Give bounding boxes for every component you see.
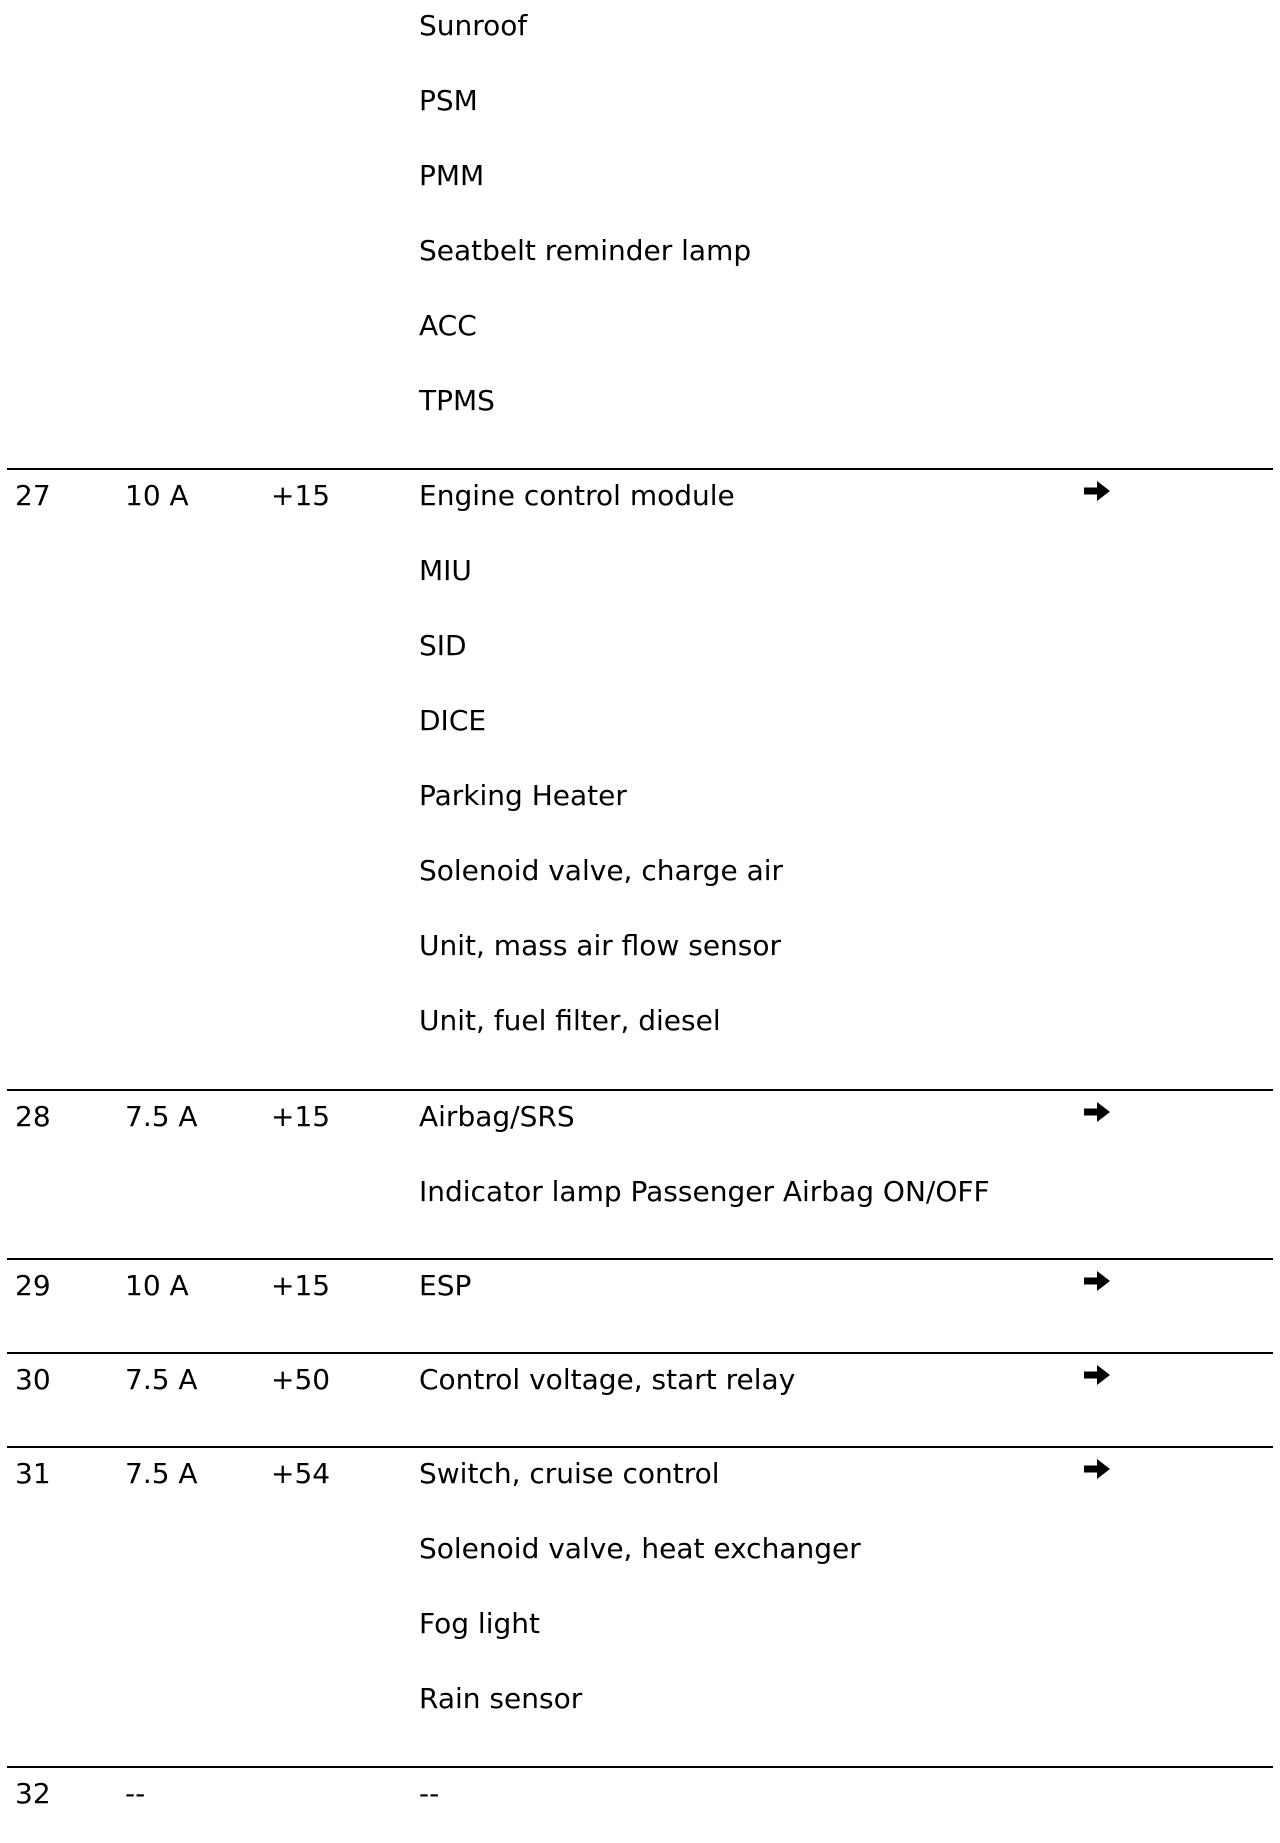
function-item: SID — [419, 629, 467, 662]
function-item: ESP — [419, 1269, 472, 1302]
fuse-number: 29 — [15, 1269, 51, 1302]
fuse-number: 31 — [15, 1457, 51, 1490]
continued-functions — [419, 0, 1119, 450]
function-item: Control voltage, start relay — [419, 1363, 796, 1396]
function-item: Seatbelt reminder lamp — [419, 234, 752, 267]
function-item: Airbag/SRS — [419, 1100, 575, 1133]
function-item: TPMS — [419, 384, 495, 417]
fuse-row-29 — [7, 1258, 1273, 1302]
fuse-row-27 — [7, 468, 1273, 1037]
fuse-functions — [419, 470, 783, 1070]
function-item: Sunroof — [419, 9, 528, 42]
fuse-functions — [419, 1091, 990, 1241]
arrow-right-icon[interactable] — [1082, 1363, 1112, 1387]
fuse-number: 27 — [15, 479, 51, 512]
fuse-functions — [419, 1448, 861, 1748]
function-item: -- — [419, 1777, 440, 1810]
function-item: Indicator lamp Passenger Airbag ON/OFF — [419, 1175, 990, 1208]
fuse-row-28 — [7, 1089, 1273, 1208]
fuse-functions — [419, 1768, 439, 1843]
function-item: Unit, mass air flow sensor — [419, 929, 782, 962]
function-item: Parking Heater — [419, 779, 627, 812]
function-item: MIU — [419, 554, 472, 587]
fuse-amperage: 10 A — [125, 479, 189, 512]
arrow-right-icon[interactable] — [1082, 1457, 1112, 1481]
fuse-number: 32 — [15, 1777, 51, 1810]
arrow-right-icon[interactable] — [1082, 1269, 1112, 1293]
function-item: Solenoid valve, heat exchanger — [419, 1532, 861, 1565]
fuse-number: 28 — [15, 1100, 51, 1133]
fuse-row-31 — [7, 1446, 1273, 1715]
fuse-row-30 — [7, 1352, 1273, 1396]
fuse-terminal: +54 — [271, 1457, 331, 1490]
fuse-amperage: 10 A — [125, 1269, 189, 1302]
fuse-amperage: 7.5 A — [125, 1100, 198, 1133]
function-item: PSM — [419, 84, 478, 117]
fuse-terminal: +15 — [271, 1269, 331, 1302]
fuse-amperage: 7.5 A — [125, 1363, 198, 1396]
arrow-right-icon[interactable] — [1082, 479, 1112, 503]
function-item: ACC — [419, 309, 477, 342]
function-item: DICE — [419, 704, 487, 737]
fuse-amperage: 7.5 A — [125, 1457, 198, 1490]
function-item: Engine control module — [419, 479, 735, 512]
function-item: Fog light — [419, 1607, 540, 1640]
function-item: Switch, cruise control — [419, 1457, 720, 1490]
fuse-amperage: -- — [125, 1777, 146, 1810]
fuse-terminal: +15 — [271, 1100, 331, 1133]
function-item: PMM — [419, 159, 485, 192]
fuse-functions — [419, 1260, 471, 1335]
fuse-functions — [419, 1354, 795, 1429]
fuse-row-32 — [7, 1766, 1273, 1810]
arrow-right-icon[interactable] — [1082, 1100, 1112, 1124]
function-item: Unit, fuel filter, diesel — [419, 1004, 721, 1037]
fuse-terminal: +50 — [271, 1363, 331, 1396]
function-item: Solenoid valve, charge air — [419, 854, 784, 887]
fuse-terminal: +15 — [271, 479, 331, 512]
function-item: Rain sensor — [419, 1682, 583, 1715]
fuse-number: 30 — [15, 1363, 51, 1396]
